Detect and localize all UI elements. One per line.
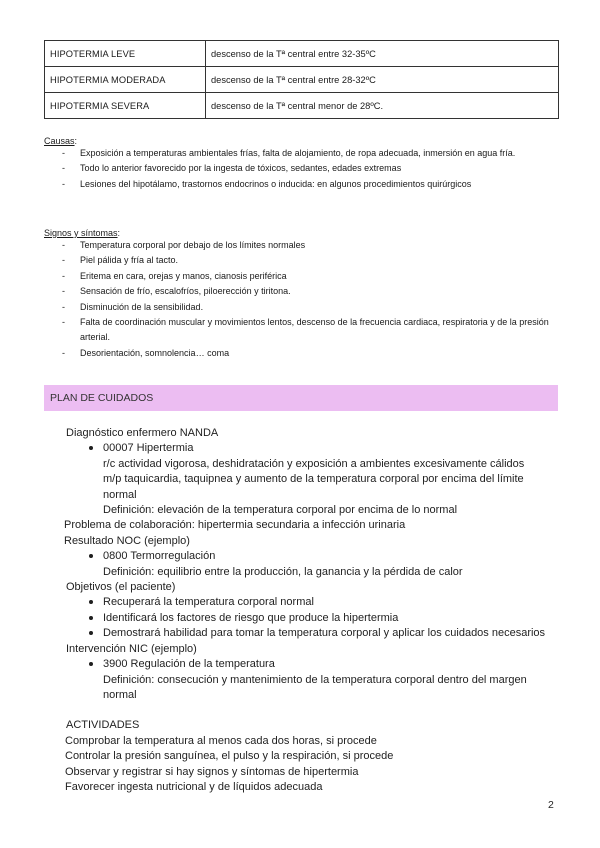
nanda-code: 00007 Hipertermia	[66, 441, 556, 456]
plan-header-bar	[44, 385, 558, 411]
list-item: - Lesiones del hipotálamo, trastornos endocrinos o inducida: en algunos procedimientos quirúrgicos	[44, 177, 564, 192]
list-item: - Temperatura corporal por debajo de los límites normales	[44, 238, 564, 253]
causas-title: Causas	[44, 136, 75, 146]
hypothermia-table	[44, 40, 559, 119]
list-item: - Desorientación, somnolencia… coma	[44, 346, 564, 361]
table-cell-level: HIPOTERMIA SEVERA	[45, 93, 206, 119]
noc-code: 0800 Termorregulación	[66, 549, 556, 564]
objetivos-title: Objetivos (el paciente)	[66, 581, 176, 594]
actividad-item: Comprobar la temperatura al menos cada dos horas, si procede	[65, 734, 377, 747]
table-cell-desc: descenso de la Tª central entre 32-35ºC	[206, 41, 559, 67]
table-cell-desc: descenso de la Tª central menor de 28ºC.	[206, 93, 559, 119]
noc-def: Definición: equilibrio entre la producción, la ganancia y la pérdida de calor	[103, 565, 463, 578]
causas-section: Causas: - Exposición a temperaturas ambientales frías, falta de alojamiento, de ropa adecuada, inmersión en agua fría. - Todo lo anterior favorecido por la ingesta de tóxicos, sedantes, edades extremas - Lesiones del hipotálamo, trastornos endocrinos o inducida: en algunos procedimientos quirúrgicos	[44, 136, 564, 192]
plan-header: PLAN DE CUIDADOS	[50, 392, 154, 404]
table-row	[45, 41, 559, 67]
actividad-item: Favorecer ingesta nutricional y de líquidos adecuada	[65, 780, 323, 793]
actividad-item: Controlar la presión sanguínea, el pulso y la respiración, si procede	[65, 750, 394, 763]
page-number: 2	[548, 799, 554, 811]
list-item: - Eritema en cara, orejas y manos, cianosis periférica	[44, 269, 564, 284]
signos-title: Signos y síntomas	[44, 228, 118, 238]
nic-code: 3900 Regulación de la temperatura	[66, 657, 556, 672]
list-item: - Sensación de frío, escalofríos, piloerección y tiritona.	[44, 284, 564, 299]
colab-problem: Problema de colaboración: hipertermia secundaria a infección urinaria	[64, 519, 406, 532]
actividad-item: Observar y registrar si hay signos y síntomas de hipertermia	[65, 765, 359, 778]
objetivo-item: Identificará los factores de riesgo que produce la hipertermia	[66, 611, 556, 626]
nanda-title: Diagnóstico enfermero NANDA	[66, 427, 219, 439]
noc-title: Resultado NOC (ejemplo)	[64, 534, 190, 547]
actividades-title: ACTIVIDADES	[66, 719, 140, 732]
objetivo-item: Recuperará la temperatura corporal normal	[66, 595, 556, 610]
objetivo-item: Demostrará habilidad para tomar la temperatura corporal y aplicar los cuidados necesarios	[66, 626, 556, 641]
nanda-def: Definición: elevación de la temperatura corporal por encima de lo normal	[103, 504, 458, 517]
table-cell-desc: descenso de la Tª central entre 28-32ºC	[206, 67, 559, 93]
nic-title: Intervención NIC (ejemplo)	[66, 642, 197, 655]
list-item: - Todo lo anterior favorecido por la ingesta de tóxicos, sedantes, edades extremas	[44, 161, 564, 176]
list-item: - Exposición a temperaturas ambientales frías, falta de alojamiento, de ropa adecuada, inmersión en agua fría.	[44, 146, 564, 161]
nic-def: Definición: consecución y mantenimiento de la temperatura corporal dentro del margen normal	[103, 673, 527, 701]
nanda-rc: r/c actividad vigorosa, deshidratación y exposición a ambientes excesivamente cálidos	[103, 457, 525, 470]
table-cell-level: HIPOTERMIA LEVE	[45, 41, 206, 67]
list-item: - Piel pálida y fría al tacto.	[44, 253, 564, 268]
table-row	[45, 93, 559, 119]
nanda-mp: m/p taquicardia, taquipnea y aumento de la temperatura corporal por encima del límite normal	[103, 473, 524, 501]
care-plan	[66, 426, 556, 795]
list-item: - Falta de coordinación muscular y movimientos lentos, descenso de la frecuencia cardiaca, respiratoria y de la presión arterial.	[44, 315, 564, 346]
signos-section: Signos y síntomas: - Temperatura corporal por debajo de los límites normales - Piel pálida y fría al tacto. - Eritema en cara, orejas y manos, cianosis periférica - Sensación de frío, escalofríos, piloerección y tiritona. - Disminución de la sensibilidad. - Falta de coordinación muscular y movimientos lentos, descenso de la frecuencia cardiaca, respiratoria y de la presión arterial. - Desorientación, somnolencia… coma	[44, 228, 564, 361]
table-row	[45, 67, 559, 93]
table-cell-level: HIPOTERMIA MODERADA	[45, 67, 206, 93]
list-item: - Disminución de la sensibilidad.	[44, 300, 564, 315]
